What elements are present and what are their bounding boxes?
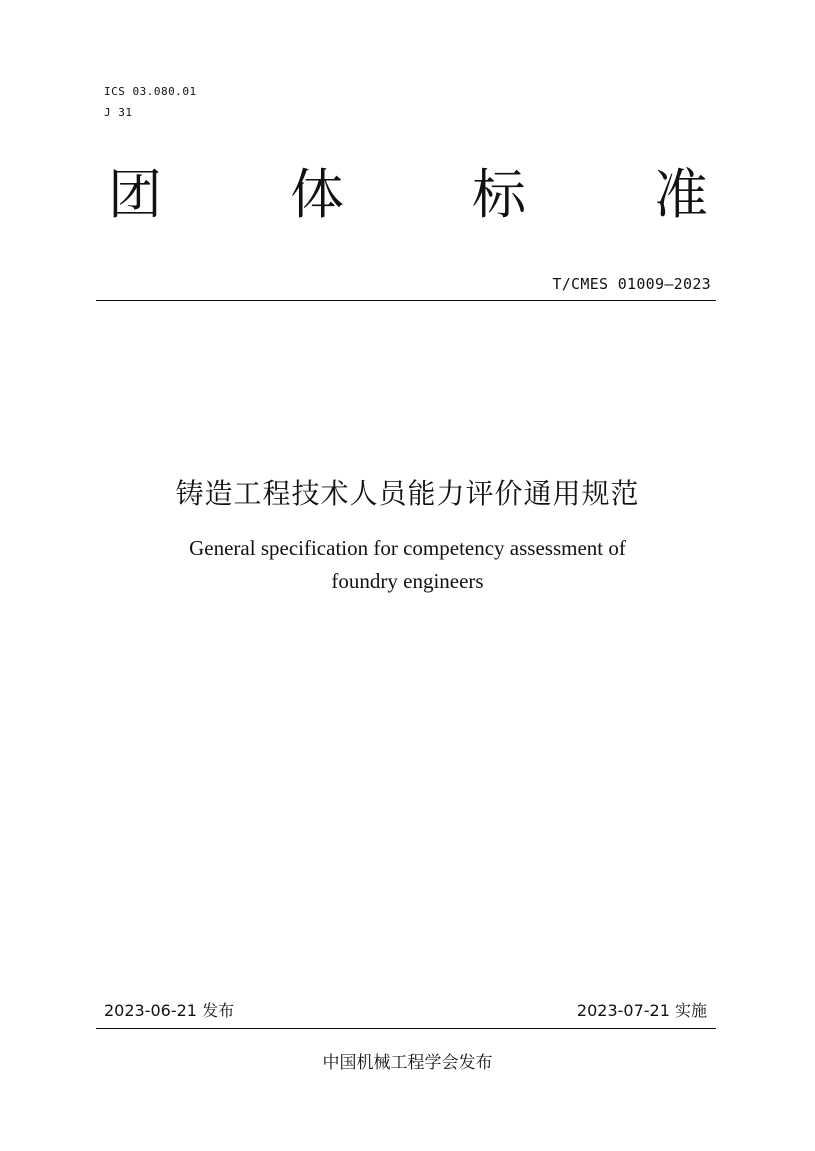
top-divider — [96, 300, 716, 301]
document-title-chinese: 铸造工程技术人员能力评价通用规范 — [175, 477, 640, 510]
standard-type-char-3: 标 — [472, 163, 526, 226]
document-title-english-line-1: General specification for competency assessment of — [189, 536, 626, 560]
ccs-code: J 31 — [104, 106, 133, 119]
standard-type-char-2: 体 — [290, 163, 344, 226]
bottom-divider — [96, 1028, 716, 1029]
publisher: 中国机械工程学会发布 — [322, 1053, 493, 1073]
standard-number: T/CMES 01009—2023 — [552, 275, 711, 293]
standard-type-char-1: 团 — [108, 163, 162, 226]
implementation-date: 2023-07-21 实施 — [576, 1001, 707, 1020]
issue-date: 2023-06-21 发布 — [104, 1001, 235, 1020]
standard-type-heading — [108, 160, 708, 230]
standard-type-char-4: 准 — [654, 163, 708, 226]
document-title-english-line-2: foundry engineers — [331, 569, 484, 593]
document-title-english — [0, 532, 815, 598]
ics-code: ICS 03.080.01 — [104, 85, 197, 98]
